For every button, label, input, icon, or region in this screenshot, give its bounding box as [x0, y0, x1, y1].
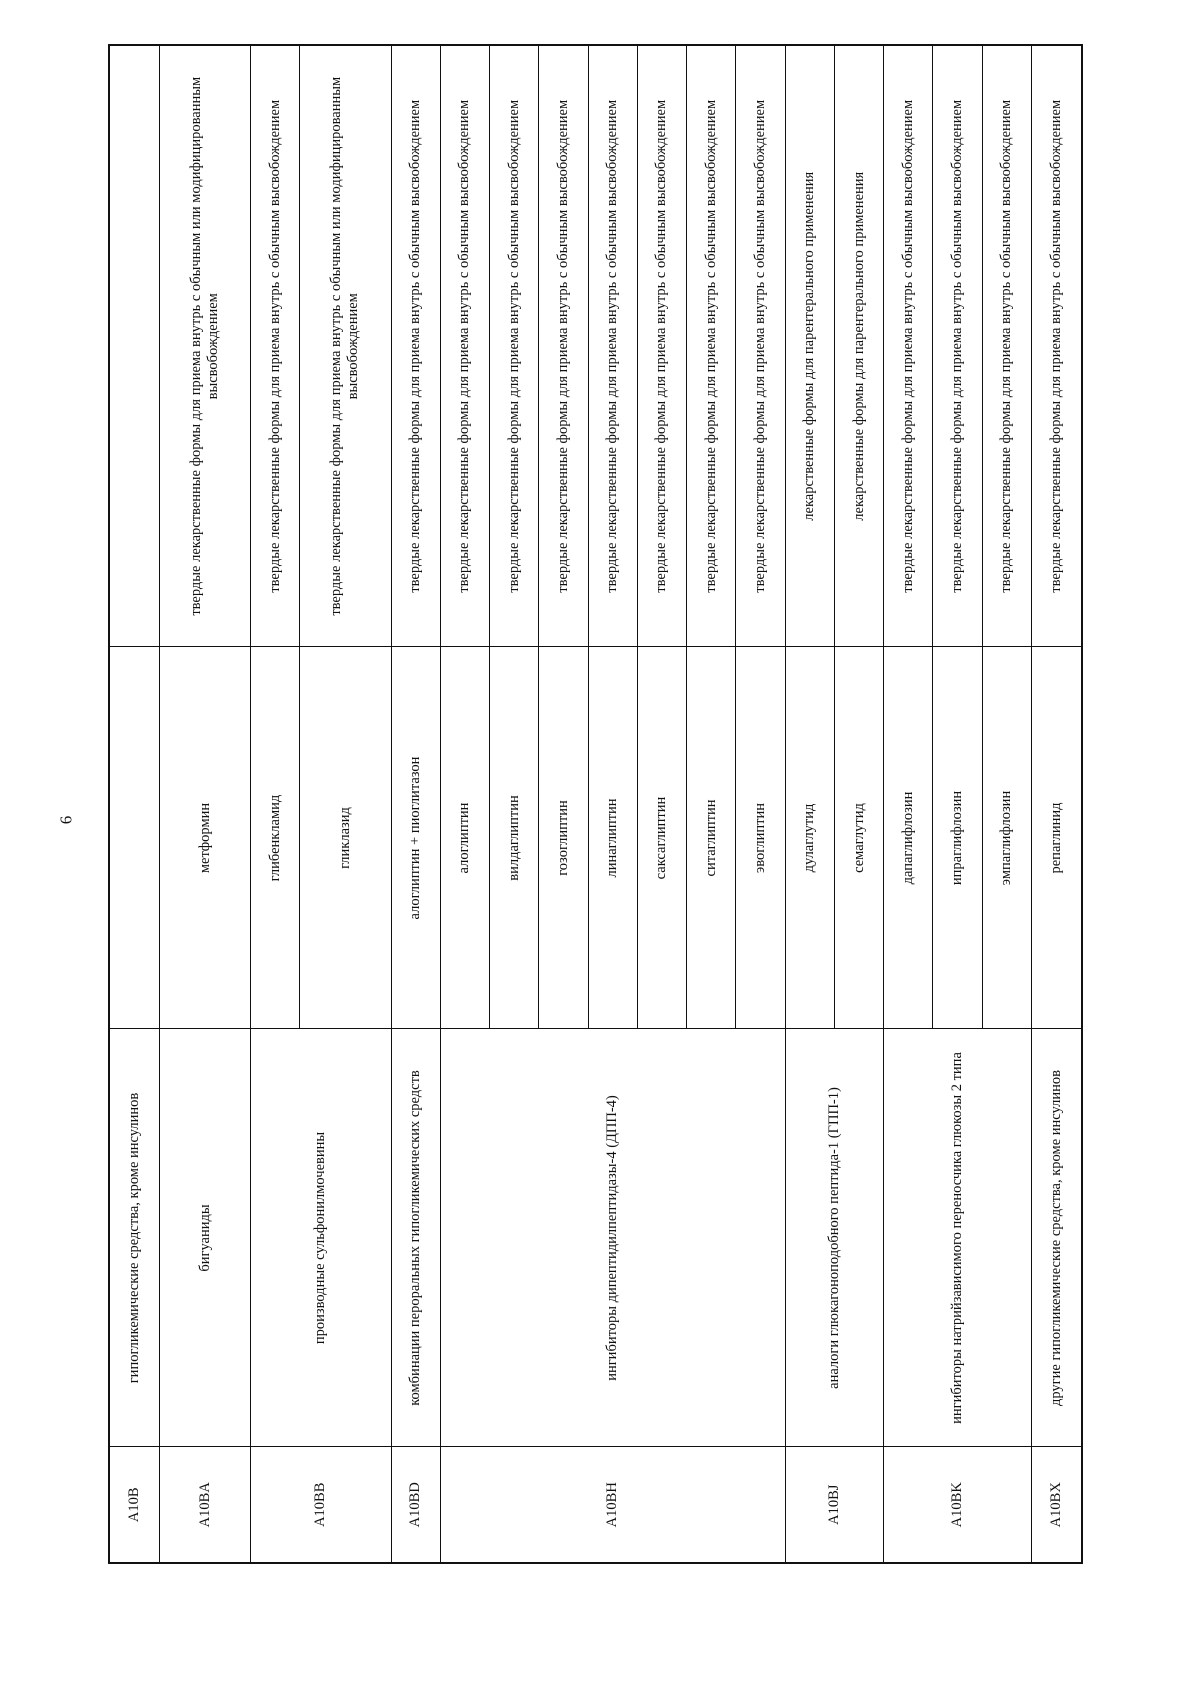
atc-code-cell: A10BB: [251, 1447, 391, 1563]
table-row: [391, 45, 440, 1563]
drug-name-cell: эмпаглифлозин: [982, 647, 1031, 1029]
section-name-cell: гипогликемические средства, кроме инсулинов: [109, 1029, 159, 1447]
drug-name-cell: саксаглиптин: [637, 647, 686, 1029]
table-row: [884, 45, 933, 1563]
drug-name-cell: семаглутид: [834, 647, 883, 1029]
drug-name-cell: ситаглиптин: [687, 647, 736, 1029]
atc-code-cell: A10BK: [884, 1447, 1032, 1563]
drug-table: [108, 44, 1083, 1564]
dosage-form-cell: твердые лекарственные формы для приема внутрь с обычным или модифицированным высвобождением: [300, 45, 391, 647]
drug-name-cell: линаглиптин: [588, 647, 637, 1029]
dosage-form-cell: твердые лекарственные формы для приема внутрь с обычным высвобождением: [539, 45, 588, 647]
empty-cell: [109, 45, 159, 647]
dosage-form-cell: твердые лекарственные формы для приема внутрь с обычным высвобождением: [687, 45, 736, 647]
table-row-section: [109, 45, 159, 1563]
dosage-form-cell: твердые лекарственные формы для приема внутрь с обычным высвобождением: [637, 45, 686, 647]
group-name-cell: бигуаниды: [159, 1029, 250, 1447]
dosage-form-cell: лекарственные формы для парентерального применения: [785, 45, 834, 647]
drug-name-cell: эвоглиптин: [736, 647, 785, 1029]
group-name-cell: ингибиторы дипептидилпептидазы-4 (ДПП-4): [440, 1029, 785, 1447]
table-row: [251, 45, 300, 1563]
table-row: [440, 45, 489, 1563]
table-body: [109, 45, 1082, 1563]
dosage-form-cell: твердые лекарственные формы для приема внутрь с обычным высвобождением: [736, 45, 785, 647]
drug-name-cell: метформин: [159, 647, 250, 1029]
group-name-cell: производные сульфонилмочевины: [251, 1029, 391, 1447]
drug-name-cell: дулаглутид: [785, 647, 834, 1029]
atc-code-cell: A10BD: [391, 1447, 440, 1563]
drug-name-cell: дапаглифлозин: [884, 647, 933, 1029]
table-row: [159, 45, 250, 1563]
page-number: 6: [56, 815, 76, 825]
dosage-form-cell: твердые лекарственные формы для приема внутрь с обычным высвобождением: [982, 45, 1031, 647]
group-name-cell: другие гипогликемические средства, кроме инсулинов: [1031, 1029, 1082, 1447]
drug-name-cell: гликлазид: [300, 647, 391, 1029]
dosage-form-cell: твердые лекарственные формы для приема внутрь с обычным высвобождением: [588, 45, 637, 647]
group-name-cell: ингибиторы натрийзависимого переносчика глюкозы 2 типа: [884, 1029, 1032, 1447]
section-code-cell: A10B: [109, 1447, 159, 1563]
dosage-form-cell: твердые лекарственные формы для приема внутрь с обычным высвобождением: [933, 45, 982, 647]
rotated-table-container: [108, 46, 1083, 1564]
group-name-cell: аналоги глюкагоноподобного пептида-1 (ГПП-1): [785, 1029, 884, 1447]
group-name-cell: комбинации пероральных гипогликемических средств: [391, 1029, 440, 1447]
dosage-form-cell: твердые лекарственные формы для приема внутрь с обычным высвобождением: [490, 45, 539, 647]
drug-name-cell: ипраглифлозин: [933, 647, 982, 1029]
atc-code-cell: A10BA: [159, 1447, 250, 1563]
table-row: [785, 45, 834, 1563]
dosage-form-cell: твердые лекарственные формы для приема внутрь с обычным высвобождением: [440, 45, 489, 647]
drug-name-cell: алоглиптин: [440, 647, 489, 1029]
dosage-form-cell: твердые лекарственные формы для приема внутрь с обычным высвобождением: [1031, 45, 1082, 647]
drug-name-cell: репаглинид: [1031, 647, 1082, 1029]
dosage-form-cell: твердые лекарственные формы для приема внутрь с обычным высвобождением: [391, 45, 440, 647]
drug-name-cell: гозоглиптин: [539, 647, 588, 1029]
empty-cell: [109, 647, 159, 1029]
dosage-form-cell: твердые лекарственные формы для приема внутрь с обычным высвобождением: [884, 45, 933, 647]
atc-code-cell: A10BX: [1031, 1447, 1082, 1563]
dosage-form-cell: лекарственные формы для парентерального применения: [834, 45, 883, 647]
drug-name-cell: алоглиптин + пиоглитазон: [391, 647, 440, 1029]
atc-code-cell: A10BH: [440, 1447, 785, 1563]
drug-name-cell: глибенкламид: [251, 647, 300, 1029]
drug-name-cell: вилдаглиптин: [490, 647, 539, 1029]
dosage-form-cell: твердые лекарственные формы для приема внутрь с обычным или модифицированным высвобождением: [159, 45, 250, 647]
dosage-form-cell: твердые лекарственные формы для приема внутрь с обычным высвобождением: [251, 45, 300, 647]
table-row: [1031, 45, 1082, 1563]
atc-code-cell: A10BJ: [785, 1447, 884, 1563]
